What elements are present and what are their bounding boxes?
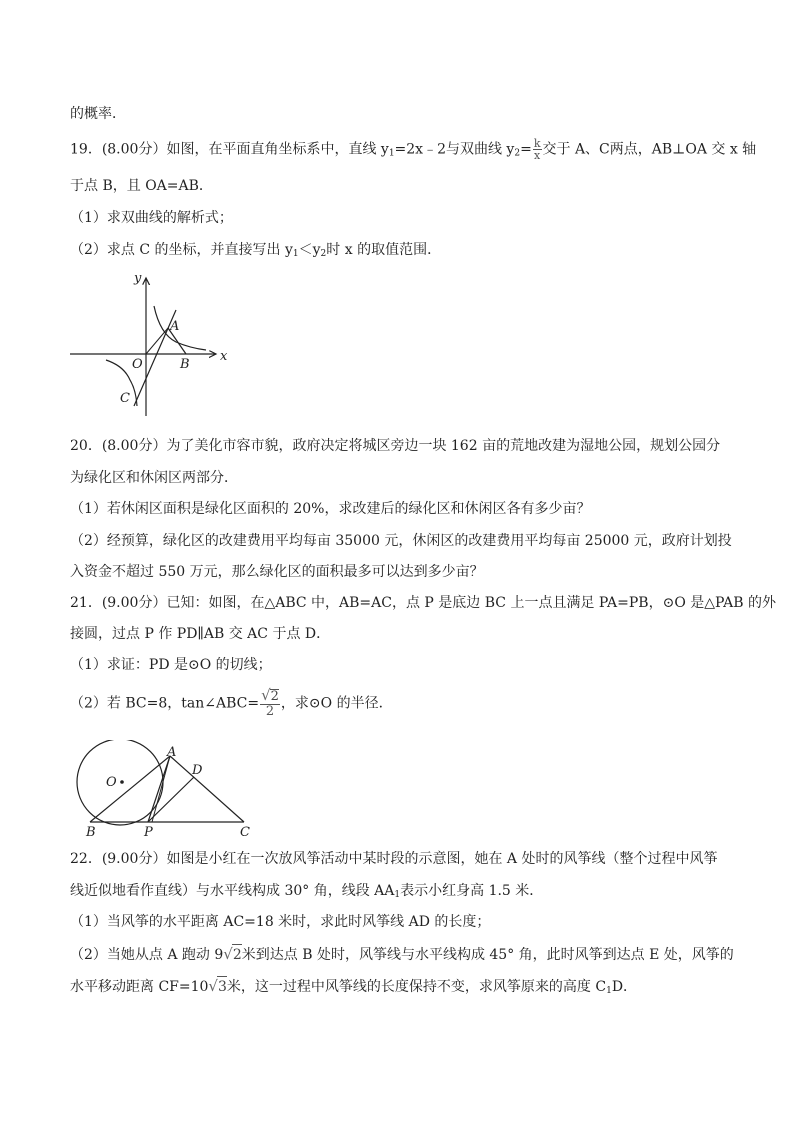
- radicand-2: 2: [232, 944, 242, 965]
- frac-sqrt2: [260, 688, 280, 705]
- label-x: x: [220, 349, 228, 364]
- question-21-part-1: （1）求证：PD 是⊙O 的切线；: [70, 657, 272, 673]
- radical-sign: √: [261, 686, 271, 704]
- q19-2-sub1: 1: [292, 249, 299, 259]
- q19-2-sub2: 2: [320, 249, 327, 259]
- label-a: A: [167, 745, 177, 760]
- question-19-stem-2: 于点 B，且 OA=AB．: [70, 178, 213, 194]
- center-o-dot: [120, 780, 124, 784]
- q22-3-text-c: D．: [611, 979, 638, 995]
- label-b: B: [86, 825, 96, 840]
- radical-sign-1: √: [223, 945, 233, 963]
- label-d: D: [192, 763, 203, 778]
- radicand-3: 3: [217, 976, 227, 997]
- q22-sub-a1: 1: [394, 890, 401, 900]
- question-19-stem: [70, 138, 756, 164]
- frac-x: x: [534, 149, 541, 162]
- text-line-prev: 的概率．: [70, 106, 126, 122]
- segment-ap: [152, 756, 170, 822]
- q22-sub-c1: 1: [606, 986, 612, 996]
- question-20-part-2-cont: 入资金不超过 550 万元，那么绿化区的面积最多可以达到多少亩？: [70, 564, 484, 580]
- label-o: O: [106, 775, 117, 790]
- label-p: P: [144, 825, 153, 840]
- question-20-part-1: （1）若休闲区面积是绿化区面积的 20%，求改建后的绿化区和休闲区各有多少亩？: [70, 501, 591, 517]
- question-21-stem: 21．(9.00分）已知：如图，在△ABC 中，AB=AC，点 P 是底边 BC 上一点且满足 PA=PB，⊙O 是△PAB 的外: [70, 595, 777, 611]
- question-20-stem: 20．(8.00分）为了美化市容市貌，政府决定将城区旁边一块 162 亩的荒地改建为湿地公园，规划公园分: [70, 438, 721, 454]
- question-19-part-2: [70, 240, 441, 264]
- segment-pa: [148, 756, 170, 822]
- q19-text-d: 交于 A、C两点，AB⊥OA 交 x 轴: [542, 141, 757, 158]
- radicand-2: 2: [270, 689, 279, 704]
- sqrt2-over-2-fraction: [260, 688, 280, 719]
- q22-3-text-b: 米，这一过程中风筝线的长度保持不变，求风筝原来的高度 C: [226, 979, 607, 995]
- frac-k: k: [533, 137, 541, 150]
- k-over-x-fraction: [533, 138, 542, 161]
- figure-19-graph: [66, 268, 236, 420]
- question-20-part-2: （2）经预算，绿化区的改建费用平均每亩 35000 元，休闲区的改建费用平均每亩 25000 元，政府计划投: [70, 533, 732, 549]
- label-o: O: [132, 357, 143, 372]
- q22-text-b2: 表示小红身高 1.5 米．: [400, 883, 544, 899]
- q22-3-text-a: 水平移动距离 CF=10: [70, 979, 209, 995]
- question-21-part-2: [70, 688, 393, 719]
- q21-2-text-b: ，求⊙O 的半径．: [280, 695, 393, 712]
- q19-2-text-c: 时 x 的取值范围．: [326, 242, 442, 258]
- circle-o: [77, 740, 163, 825]
- q19-text-c: =: [520, 141, 532, 158]
- q22-text-b1: 线近似地看作直线）与水平线构成 30° 角，线段 AA: [70, 883, 395, 899]
- question-21-stem-2: 接圆，过点 P 作 PD∥AB 交 AC 于点 D．: [70, 626, 331, 642]
- question-22-part-2: [70, 944, 734, 965]
- figure-21-geometry: [66, 740, 266, 840]
- q21-2-text-a: （2）若 BC=8，tan∠ABC=: [70, 695, 260, 712]
- q22-2-text-a: （2）当她从点 A 跑动 9: [70, 947, 224, 963]
- q19-text-a: 19．(8.00分）如图，在平面直角坐标系中，直线 y: [70, 141, 389, 158]
- label-y: y: [134, 271, 142, 286]
- label-b: B: [180, 357, 190, 372]
- question-22-part-1: （1）当风筝的水平距离 AC=18 米时，求此时风筝线 AD 的长度；: [70, 914, 491, 930]
- radical-sign-2: √: [208, 977, 218, 995]
- frac-den-2: 2: [265, 704, 275, 719]
- question-22-stem: 22．(9.00分）如图是小红在一次放风筝活动中某时段的示意图，她在 A 处时的风筝线（整个过程中风筝: [70, 851, 718, 867]
- q22-2-text-b: 米到达点 B 处时，风筝线与水平线构成 45° 角，此时风筝到达点 E 处，风筝的: [241, 947, 734, 963]
- q19-sub1: 1: [388, 148, 395, 159]
- question-22-stem-2: [70, 881, 543, 905]
- q19-2-text-b: ＜y: [298, 242, 321, 258]
- question-19-part-1: （1）求双曲线的解析式；: [70, 210, 233, 226]
- question-22-part-2-cont: [70, 976, 637, 1001]
- label-a: A: [170, 319, 180, 334]
- label-c: C: [120, 391, 130, 406]
- q19-text-b: =2x﹣2与双曲线 y: [394, 141, 515, 158]
- q19-2-text-a: （2）求点 C 的坐标，并直接写出 y: [70, 242, 293, 258]
- q19-sub2: 2: [514, 148, 521, 159]
- label-c: C: [240, 825, 250, 840]
- question-20-stem-2: 为绿化区和休闲区两部分．: [70, 470, 238, 486]
- segment-oa: [146, 328, 168, 354]
